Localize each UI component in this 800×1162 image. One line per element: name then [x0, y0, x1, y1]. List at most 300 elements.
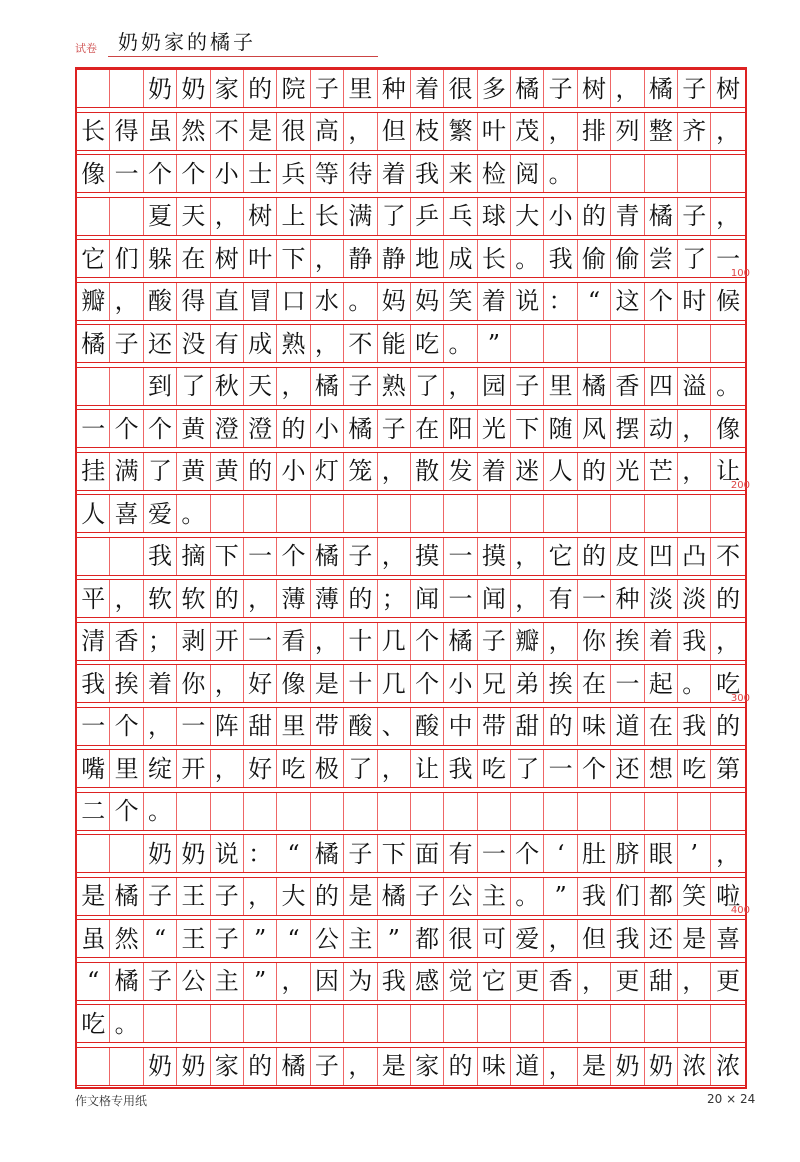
grid-cell: 子	[311, 70, 344, 107]
grid-cell: ，	[277, 368, 310, 405]
grid-cell: 还	[144, 325, 177, 362]
grid-cell: 的	[716, 584, 741, 613]
grid-cell: 口	[277, 283, 310, 320]
grid-cell: 。	[544, 155, 577, 192]
grid-cell: 香	[544, 963, 577, 1000]
grid-row	[77, 452, 745, 491]
grid-cell: ，	[716, 117, 741, 145]
grid-cell: 子	[678, 198, 711, 235]
grid-row	[77, 622, 745, 661]
grid-cell: 你	[177, 665, 210, 702]
grid-cell	[411, 793, 444, 830]
grid-cell: 眼	[645, 835, 678, 872]
grid-cell: 高	[311, 113, 344, 150]
grid-cell: 一	[77, 708, 110, 745]
grid-cell: 子	[478, 623, 511, 660]
grid-cell: 很	[277, 113, 310, 150]
essay-title: 奶奶家的橘子	[118, 30, 256, 54]
grid-cell: 啦	[716, 882, 741, 910]
grid-cell: 了	[144, 453, 177, 490]
grid-cell: 我	[678, 623, 711, 660]
grid-cell: ，	[716, 839, 741, 868]
grid-cell: 不	[211, 113, 244, 150]
grid-cell: 十	[344, 623, 377, 660]
grid-cell: 更	[716, 967, 741, 995]
grid-cell: 笑	[444, 283, 477, 320]
grid-cell: 列	[611, 113, 644, 150]
grid-cell: 个	[144, 155, 177, 192]
grid-cell: 中	[444, 708, 477, 745]
grid-cell: “	[77, 963, 110, 1000]
grid-cell: 们	[611, 878, 644, 915]
grid-cell: 十	[344, 665, 377, 702]
grid-row	[77, 324, 745, 363]
grid-cell: 吃	[716, 669, 741, 698]
grid-cell: 第	[716, 754, 741, 783]
grid-cell: 摸	[411, 538, 444, 575]
grid-cell: 、	[378, 708, 411, 745]
grid-cell: 个	[411, 623, 444, 660]
grid-cell: 奶	[144, 70, 177, 107]
grid-cell: 挨	[110, 665, 143, 702]
grid-cell	[211, 793, 244, 830]
grid-cell: 一	[544, 750, 577, 787]
grid-cell	[444, 1005, 477, 1042]
grid-cell: 检	[478, 155, 511, 192]
grid-cell: 家	[411, 1048, 444, 1085]
grid-cell: 橘	[311, 368, 344, 405]
grid-cell: 肚	[578, 835, 611, 872]
grid-cell: 开	[177, 750, 210, 787]
grid-cell: 一	[578, 580, 611, 617]
grid-cell: 家	[211, 1048, 244, 1085]
grid-cell	[110, 70, 143, 107]
grid-row	[77, 367, 745, 406]
grid-cell: 长	[478, 240, 511, 277]
grid-cell: 像	[716, 414, 741, 443]
grid-cell: 吃	[77, 1005, 110, 1042]
grid-cell: 皮	[611, 538, 644, 575]
grid-cell: 很	[444, 70, 477, 107]
grid-cell: ，	[678, 410, 711, 447]
grid-cell: 可	[478, 920, 511, 957]
paper-label: 试卷	[75, 42, 97, 55]
grid-cell: 一	[77, 410, 110, 447]
grid-cell: 我	[378, 963, 411, 1000]
grid-cell: 面	[411, 835, 444, 872]
grid-cell: 尝	[645, 240, 678, 277]
grid-cell: 起	[645, 665, 678, 702]
grid-row	[77, 409, 745, 448]
grid-cell: 凸	[678, 538, 711, 575]
grid-cell: 了	[678, 240, 711, 277]
grid-cell: ，	[378, 538, 411, 575]
grid-cell: 妈	[378, 283, 411, 320]
grid-cell: 个	[511, 835, 544, 872]
grid-cell: 是	[77, 878, 110, 915]
grid-cell: 偷	[611, 240, 644, 277]
grid-cell: ；	[378, 580, 411, 617]
grid-cell: 小	[311, 410, 344, 447]
grid-cell: 吃	[411, 325, 444, 362]
grid-cell: 大	[277, 878, 310, 915]
grid-cell: 整	[645, 113, 678, 150]
grid-cell: 的	[578, 453, 611, 490]
grid-cell: ‘	[544, 835, 577, 872]
grid-cell	[611, 793, 644, 830]
grid-cell: 公	[444, 878, 477, 915]
grid-cell: 茂	[511, 113, 544, 150]
grid-cell: 吃	[277, 750, 310, 787]
grid-cell: 里	[277, 708, 310, 745]
grid-cell: 橘	[378, 878, 411, 915]
grid-cell: 了	[177, 368, 210, 405]
grid-cell: 像	[77, 155, 110, 192]
grid-cell: 我	[544, 240, 577, 277]
grid-cell: 家	[211, 70, 244, 107]
grid-cell: 阳	[444, 410, 477, 447]
grid-cell: 甜	[645, 963, 678, 1000]
grid-cell: ，	[277, 963, 310, 1000]
grid-cell: 着	[478, 453, 511, 490]
grid-cell: 吃	[678, 750, 711, 787]
grid-cell: 挨	[611, 623, 644, 660]
grid-cell: 瓣	[77, 283, 110, 320]
grid-cell: 因	[311, 963, 344, 1000]
grid-cell: ”	[544, 878, 577, 915]
grid-cell: ，	[678, 963, 711, 1000]
grid-cell: 着	[378, 155, 411, 192]
grid-cell: 。	[444, 325, 477, 362]
grid-cell	[478, 793, 511, 830]
grid-cell	[378, 793, 411, 830]
grid-cell: 在	[411, 410, 444, 447]
grid-cell	[478, 495, 511, 532]
grid-cell: 都	[645, 878, 678, 915]
grid-cell	[444, 495, 477, 532]
grid-cell	[511, 495, 544, 532]
grid-cell: 你	[578, 623, 611, 660]
grid-cell: 像	[277, 665, 310, 702]
grid-cell	[678, 793, 711, 830]
grid-cell	[378, 495, 411, 532]
grid-cell: 浓	[678, 1048, 711, 1085]
grid-cell: 公	[311, 920, 344, 957]
grid-cell: 虽	[77, 920, 110, 957]
grid-cell: 一	[110, 155, 143, 192]
grid-cell: 挂	[77, 453, 110, 490]
grid-cell: 软	[144, 580, 177, 617]
grid-cell: 溢	[678, 368, 711, 405]
grid-cell: 奶	[645, 1048, 678, 1085]
grid-cell: 上	[277, 198, 310, 235]
grid-cell	[311, 495, 344, 532]
grid-cell	[277, 495, 310, 532]
grid-cell: 好	[244, 750, 277, 787]
grid-cell: 叶	[478, 113, 511, 150]
grid-cell: 们	[110, 240, 143, 277]
grid-cell: 更	[511, 963, 544, 1000]
grid-cell: 球	[478, 198, 511, 235]
grid-cell: 但	[378, 113, 411, 150]
grid-cell: 等	[311, 155, 344, 192]
grid-row	[77, 154, 745, 193]
grid-cell: 时	[678, 283, 711, 320]
grid-cell	[244, 495, 277, 532]
grid-cell: 里	[544, 368, 577, 405]
grid-cell: 是	[378, 1048, 411, 1085]
grid-cell: 得	[110, 113, 143, 150]
grid-cell: 一	[244, 623, 277, 660]
grid-cell	[344, 1005, 377, 1042]
grid-cell: 一	[478, 835, 511, 872]
grid-cell: 。	[716, 372, 741, 400]
grid-row	[77, 282, 745, 321]
grid-cell: 更	[611, 963, 644, 1000]
grid-cell: 子	[544, 70, 577, 107]
grid-cell: 剥	[177, 623, 210, 660]
grid-cell: 它	[478, 963, 511, 1000]
grid-cell: ；	[144, 623, 177, 660]
grid-cell	[444, 793, 477, 830]
grid-cell: 能	[378, 325, 411, 362]
grid-row	[77, 239, 745, 278]
grid-cell: ，	[344, 1048, 377, 1085]
grid-cell: 不	[344, 325, 377, 362]
grid-cell: 。	[511, 240, 544, 277]
grid-cell: 成	[444, 240, 477, 277]
grid-row	[77, 1004, 745, 1043]
grid-cell: 绽	[144, 750, 177, 787]
grid-cell: 我	[578, 878, 611, 915]
grid-cell	[77, 1048, 110, 1085]
grid-cell: 淡	[645, 580, 678, 617]
grid-cell: 秋	[211, 368, 244, 405]
grid-cell	[645, 793, 678, 830]
grid-cell	[578, 325, 611, 362]
grid-row	[77, 877, 745, 916]
grid-cell: 了	[344, 750, 377, 787]
grid-row	[77, 112, 745, 151]
grid-cell: 橘	[311, 835, 344, 872]
grid-cell: 个	[177, 155, 210, 192]
grid-cell: 着	[645, 623, 678, 660]
grid-cell: ，	[110, 283, 143, 320]
grid-cell: 种	[378, 70, 411, 107]
grid-cell: 地	[411, 240, 444, 277]
grid-cell: 在	[177, 240, 210, 277]
grid-cell: 齐	[678, 113, 711, 150]
grid-cell: 大	[511, 198, 544, 235]
grid-cell: 妈	[411, 283, 444, 320]
grid-cell: 子	[211, 920, 244, 957]
grid-row	[77, 494, 745, 533]
grid-cell: 偷	[578, 240, 611, 277]
grid-cell: 主	[478, 878, 511, 915]
grid-cell: 长	[77, 113, 110, 150]
grid-cell	[678, 495, 711, 532]
grid-cell: 院	[277, 70, 310, 107]
grid-cell: 个	[110, 410, 143, 447]
grid-cell: ，	[211, 198, 244, 235]
grid-cell	[244, 1005, 277, 1042]
grid-cell: 枝	[411, 113, 444, 150]
grid-cell: 一	[611, 665, 644, 702]
grid-cell: 爱	[144, 495, 177, 532]
grid-cell: 来	[444, 155, 477, 192]
grid-row	[77, 579, 745, 618]
grid-cell	[110, 198, 143, 235]
grid-cell: 黄	[211, 453, 244, 490]
grid-cell	[544, 793, 577, 830]
grid-cell	[378, 1005, 411, 1042]
grid-cell: 薄	[277, 580, 310, 617]
grid-cell: 还	[611, 750, 644, 787]
grid-cell: 不	[716, 542, 741, 570]
grid-row	[77, 197, 745, 236]
grid-cell: 香	[110, 623, 143, 660]
grid-cell: 的	[244, 70, 277, 107]
grid-cell: 迷	[511, 453, 544, 490]
grid-row	[77, 962, 745, 1001]
grid-cell: 子	[144, 963, 177, 1000]
grid-cell: 奶	[177, 1048, 210, 1085]
grid-cell	[77, 70, 110, 107]
grid-cell: ，	[378, 750, 411, 787]
grid-cell: 公	[177, 963, 210, 1000]
grid-cell: 繁	[444, 113, 477, 150]
grid-cell: 橘	[511, 70, 544, 107]
grid-cell: 光	[611, 453, 644, 490]
grid-cell: ，	[716, 202, 741, 230]
grid-cell: ，	[511, 580, 544, 617]
grid-cell: 光	[478, 410, 511, 447]
grid-cell: 动	[645, 410, 678, 447]
grid-cell: 主	[344, 920, 377, 957]
paper-type-label: 作文格专用纸	[75, 1094, 148, 1108]
grid-cell: ，	[244, 580, 277, 617]
grid-cell: 一	[244, 538, 277, 575]
grid-cell	[77, 538, 110, 575]
grid-cell: 熟	[277, 325, 310, 362]
grid-cell	[711, 155, 744, 192]
grid-cell: 阵	[211, 708, 244, 745]
grid-cell: 阅	[511, 155, 544, 192]
grid-cell: 种	[611, 580, 644, 617]
grid-cell: 爱	[511, 920, 544, 957]
grid-cell: 我	[144, 538, 177, 575]
grid-cell	[177, 793, 210, 830]
grid-cell	[578, 155, 611, 192]
grid-cell: 芒	[645, 453, 678, 490]
grid-cell: 它	[77, 240, 110, 277]
grid-cell: “	[578, 283, 611, 320]
grid-cell: 下	[378, 835, 411, 872]
grid-cell	[711, 325, 744, 362]
grid-cell	[611, 1005, 644, 1042]
grid-cell: 橘	[110, 878, 143, 915]
grid-cell: 它	[544, 538, 577, 575]
grid-cell: 然	[110, 920, 143, 957]
grid-cell: 橘	[645, 198, 678, 235]
grid-cell: 摆	[611, 410, 644, 447]
grid-cell: 了	[411, 368, 444, 405]
grid-cell: 。	[344, 283, 377, 320]
grid-cell: 的	[344, 580, 377, 617]
grid-cell: 树	[716, 74, 741, 103]
grid-cell: 香	[611, 368, 644, 405]
grid-cell: 个	[110, 708, 143, 745]
grid-cell: 子	[678, 70, 711, 107]
grid-cell: ，	[311, 325, 344, 362]
grid-cell: 黄	[177, 410, 210, 447]
grid-cell: 有	[544, 580, 577, 617]
grid-cell: 说	[211, 835, 244, 872]
grid-row	[77, 792, 745, 831]
grid-cell: 这	[611, 283, 644, 320]
grid-cell: ，	[611, 70, 644, 107]
char-count-marker: 100	[730, 267, 750, 279]
grid-cell: ”	[478, 325, 511, 362]
grid-cell	[411, 495, 444, 532]
grid-cell: 躲	[144, 240, 177, 277]
grid-row	[77, 707, 745, 746]
grid-cell: 满	[110, 453, 143, 490]
grid-cell	[244, 793, 277, 830]
grid-cell: 说	[511, 283, 544, 320]
grid-cell: 感	[411, 963, 444, 1000]
grid-cell: 带	[311, 708, 344, 745]
grid-row	[77, 69, 745, 108]
grid-cell	[678, 1005, 711, 1042]
grid-cell: 了	[511, 750, 544, 787]
grid-cell: 奶	[144, 835, 177, 872]
grid-cell: ，	[311, 623, 344, 660]
grid-cell: 兵	[277, 155, 310, 192]
grid-cell: 甜	[244, 708, 277, 745]
grid-cell	[277, 1005, 310, 1042]
grid-cell	[678, 155, 711, 192]
grid-cell: 酸	[344, 708, 377, 745]
grid-cell: 小	[277, 453, 310, 490]
grid-cell	[711, 793, 744, 830]
grid-cell: ，	[378, 453, 411, 490]
grid-cell: 我	[611, 920, 644, 957]
grid-cell: 挨	[544, 665, 577, 702]
grid-cell: 二	[77, 793, 110, 830]
grid-cell	[611, 325, 644, 362]
grid-cell: 让	[716, 457, 741, 485]
grid-cell	[110, 1048, 143, 1085]
grid-cell	[645, 1005, 678, 1042]
grid-cell: ，	[144, 708, 177, 745]
grid-cell	[110, 538, 143, 575]
grid-cell: 子	[110, 325, 143, 362]
grid-cell	[711, 1005, 744, 1042]
grid-cell	[578, 793, 611, 830]
grid-cell	[544, 325, 577, 362]
grid-cell: 一	[716, 244, 741, 273]
grid-cell: 子	[311, 1048, 344, 1085]
grid-cell: 闻	[411, 580, 444, 617]
grid-cell: 里	[110, 750, 143, 787]
grid-cell: 很	[444, 920, 477, 957]
grid-cell: 橘	[311, 538, 344, 575]
composition-grid	[75, 67, 747, 1089]
grid-cell: ，	[444, 368, 477, 405]
grid-cell	[511, 1005, 544, 1042]
grid-cell: 喜	[110, 495, 143, 532]
